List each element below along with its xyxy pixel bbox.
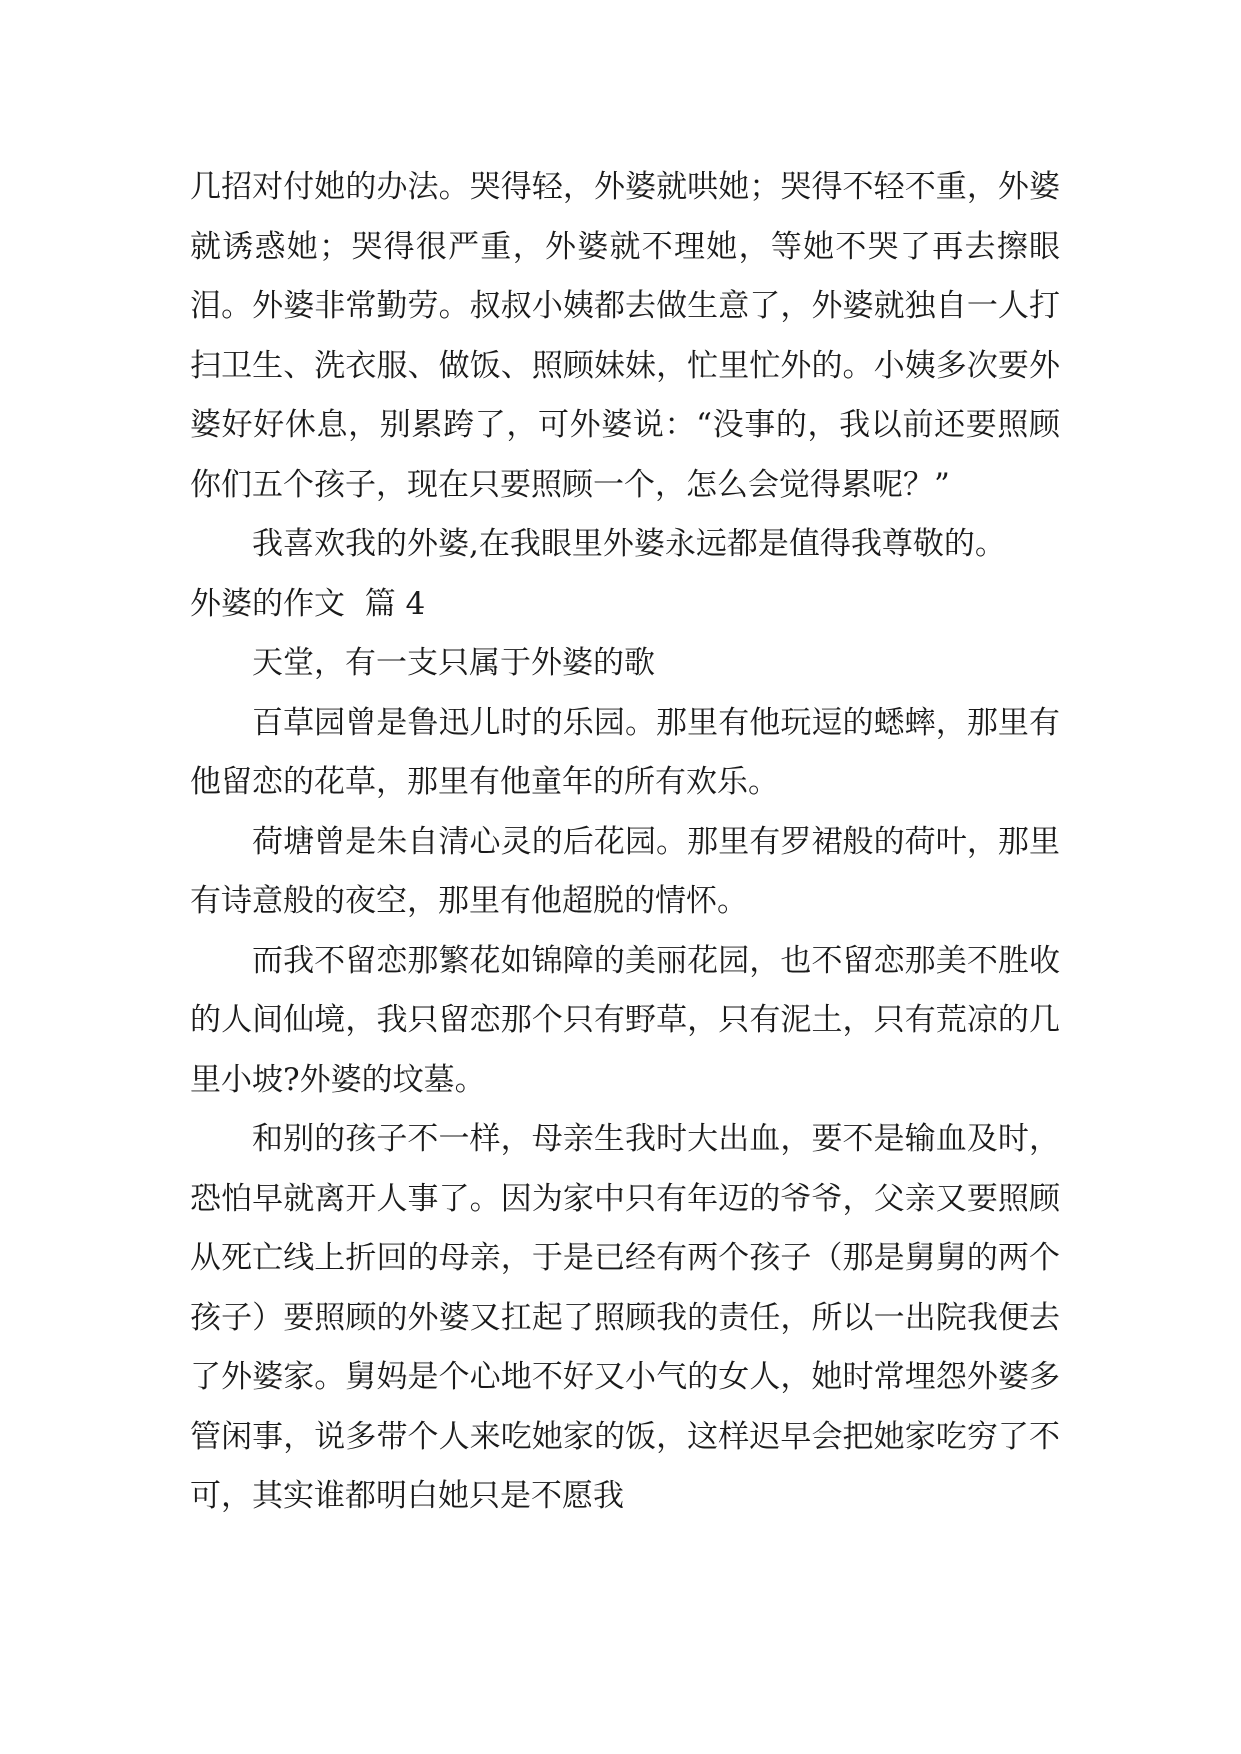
section-heading: 外婆的作文 篇 4 xyxy=(190,585,426,622)
paragraph-3: 百草园曾是鲁迅儿时的乐园。那里有他玩逗的蟋蟀，那里有他留恋的花草，那里有他童年的所有欢乐。 xyxy=(190,704,1060,800)
paragraph-5: 而我不留恋那繁花如锦障的美丽花园，也不留恋那美不胜收的人间仙境，我只留恋那个只有野草，只有泥土，只有荒凉的几里小坡?外婆的坟墓。 xyxy=(190,942,1060,1098)
essay-title: 天堂，有一支只属于外婆的歌 xyxy=(252,645,655,681)
paragraph-2: 我喜欢我的外婆,在我眼里外婆永远都是值得我尊敬的。 xyxy=(252,526,1006,562)
paragraph-6: 和别的孩子不一样，母亲生我时大出血，要不是输血及时，恐怕早就离开人事了。因为家中只有年迈的爷爷，父亲又要照顾从死亡线上折回的母亲，于是已经有两个孩子（那是舅舅的两个孩子）要照顾的外婆又扛起了照顾我的责任，所以一出院我便去了外婆家。舅妈是个心地不好又小气的女人，她时常埋怨外婆多管闲事，说多带个人来吃她家的饭，这样迟早会把她家吃穷了不可，其实谁都明白她只是不愿我 xyxy=(190,1121,1060,1514)
paragraph-4: 荷塘曾是朱自清心灵的后花园。那里有罗裙般的荷叶，那里有诗意般的夜空，那里有他超脱的情怀。 xyxy=(190,823,1060,919)
paragraph-1: 几招对付她的办法。哭得轻，外婆就哄她；哭得不轻不重，外婆就诱惑她；哭得很严重，外婆就不理她，等她不哭了再去擦眼泪。外婆非常勤劳。叔叔小姨都去做生意了，外婆就独自一人打扫卫生、洗衣服、做饭、照顾妹妹，忙里忙外的。小姨多次要外婆好好休息，别累跨了，可外婆说：“没事的，我以前还要照顾你们五个孩子，现在只要照顾一个，怎么会觉得累呢？” xyxy=(190,169,1060,503)
document-body xyxy=(190,158,1060,1527)
